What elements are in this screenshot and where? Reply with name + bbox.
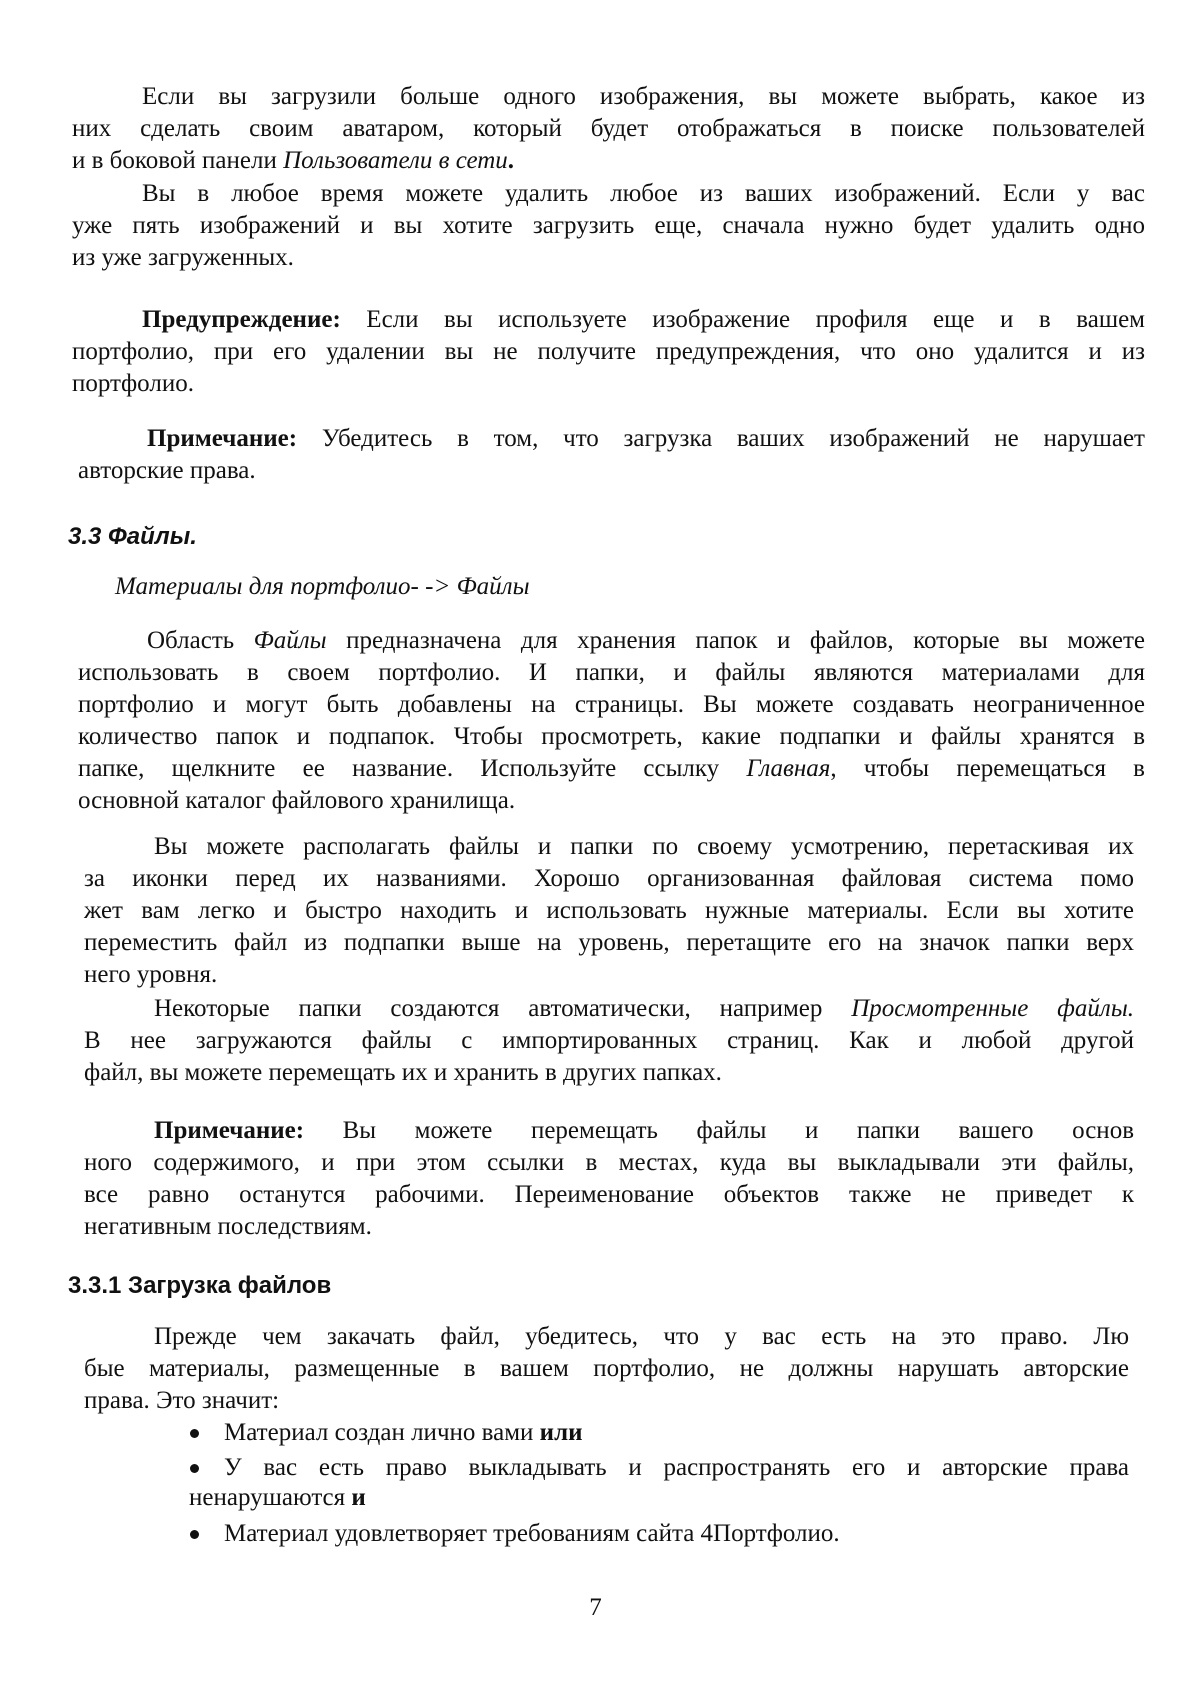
section-heading-files: 3.3 Файлы.: [68, 523, 197, 550]
p4-paragraph: [84, 831, 1134, 991]
text-run: жет вам легко и быстро находить и использовать нужные материалы. Если вы хотите: [84, 897, 1134, 924]
p6-paragraph: [84, 1321, 1129, 1417]
text-run: В нее загружаются файлы с импортированных страниц. Как и любой другой: [84, 1027, 1134, 1054]
text-line: [84, 1057, 1134, 1089]
text-run: предназначена для хранения папок и файлов, которые вы можете: [326, 627, 1145, 654]
text-run: них сделать своим аватаром, который будет отображаться в поиске пользователей: [72, 115, 1145, 142]
bullet3-paragraph: [224, 1518, 1124, 1550]
bold-text: или: [539, 1419, 583, 1446]
text-line: [224, 1417, 1124, 1449]
text-line: [72, 81, 1145, 113]
text-line: [84, 959, 1134, 991]
section-heading-upload-files: 3.3.1 Загрузка файлов: [68, 1272, 332, 1299]
note1-paragraph: [78, 423, 1145, 487]
text-line: [72, 242, 1145, 274]
italic-text: Материалы для портфолио- -> Файлы: [115, 573, 530, 600]
text-run: ненарушаются: [189, 1484, 352, 1511]
text-line: [78, 689, 1145, 721]
text-run: Прежде чем закачать файл, убедитесь, что у вас есть на это право. Лю: [154, 1323, 1129, 1350]
text-run: папке, щелкните ее название. Используйте ссылку: [78, 755, 747, 782]
text-run: количество папок и подпапок. Чтобы просмотреть, какие подпапки и файлы хранятся в: [78, 723, 1145, 750]
text-run: переместить файл из подпапки выше на уровень, перетащите его на значок папки верх: [84, 929, 1134, 956]
text-run: Область: [147, 627, 254, 654]
text-line: [84, 1147, 1134, 1179]
italic-text: Просмотренные файлы.: [851, 995, 1134, 1022]
text-line: [84, 1211, 1134, 1243]
text-run: портфолио и могут быть добавлены на страницы. Вы можете создавать неограниченное: [78, 691, 1145, 718]
text-line: [115, 571, 715, 603]
text-run: Если вы загрузили больше одного изображения, вы можете выбрать, какое из: [142, 83, 1145, 110]
text-line: [84, 831, 1134, 863]
text-run: портфолио.: [72, 370, 194, 397]
bold-text: Примечание:: [147, 425, 298, 452]
text-line: [78, 455, 1145, 487]
path-paragraph: [115, 571, 715, 603]
italic-text: Пользователи в сети: [283, 147, 508, 174]
text-line: [84, 1385, 1129, 1417]
text-run: , чтобы перемещаться в: [830, 755, 1145, 782]
text-line: [72, 178, 1145, 210]
text-run: У вас есть право выкладывать и распространять его и авторские права: [224, 1454, 1129, 1481]
text-line: [84, 895, 1134, 927]
warning-paragraph: [72, 304, 1145, 400]
text-run: негативным последствиям.: [84, 1213, 372, 1240]
text-line: [84, 1179, 1134, 1211]
text-line: [84, 927, 1134, 959]
text-run: из уже загруженных.: [72, 244, 294, 271]
text-line: [72, 336, 1145, 368]
italic-text: Главная: [746, 755, 831, 782]
bold-text: Примечание:: [154, 1117, 305, 1144]
text-run: Материал удовлетворяет требованиям сайта 4Портфолио.: [224, 1520, 840, 1547]
page-number: 7: [589, 1594, 602, 1621]
text-run: уже пять изображений и вы хотите загрузить еще, сначала нужно будет удалить одно: [72, 212, 1145, 239]
text-run: все равно останутся рабочими. Переименование объектов также не приведет к: [84, 1181, 1134, 1208]
bold-text: .: [507, 147, 515, 174]
text-run: Если вы используете изображение профиля еще и в вашем: [340, 306, 1145, 333]
p1-paragraph: [72, 81, 1145, 177]
text-run: использовать в своем портфолио. И папки, и файлы являются материалами для: [78, 659, 1145, 686]
bullet-icon: [190, 1429, 199, 1438]
text-run: права. Это значит:: [84, 1387, 280, 1414]
text-run: Убедитесь в том, что загрузка ваших изображений не нарушает: [297, 425, 1145, 452]
text-line: [224, 1518, 1124, 1550]
text-run: Вы в любое время можете удалить любое из ваших изображений. Если у вас: [142, 180, 1145, 207]
bullet2a-paragraph: [224, 1452, 1129, 1484]
text-run: за иконки перед их названиями. Хорошо организованная файловая система помо: [84, 865, 1134, 892]
text-run: него уровня.: [84, 961, 218, 988]
italic-text: Файлы: [253, 627, 327, 654]
text-run: и в боковой панели: [72, 147, 284, 174]
text-line: [72, 304, 1145, 336]
text-line: [78, 721, 1145, 753]
text-line: [84, 863, 1134, 895]
text-line: [78, 625, 1145, 657]
text-run: Вы можете перемещать файлы и папки вашего основ: [304, 1117, 1134, 1144]
text-line: [72, 368, 1145, 400]
text-run: авторские права.: [78, 457, 256, 484]
bullet-icon: [190, 1464, 199, 1473]
text-run: Некоторые папки создаются автоматически, например: [154, 995, 852, 1022]
text-line: [84, 1353, 1129, 1385]
text-line: [78, 423, 1145, 455]
text-line: [78, 753, 1145, 785]
text-line: [84, 1025, 1134, 1057]
text-run: основной каталог файлового хранилища.: [78, 787, 516, 814]
p5-paragraph: [84, 993, 1134, 1089]
text-line: [72, 210, 1145, 242]
text-line: [78, 657, 1145, 689]
text-line: [84, 993, 1134, 1025]
text-run: Материал создан лично вами: [224, 1419, 540, 1446]
text-run: Вы можете располагать файлы и папки по своему усмотрению, перетаскивая их: [154, 833, 1134, 860]
text-line: [84, 1321, 1129, 1353]
text-run: ного содержимого, и при этом ссылки в местах, куда вы выкладывали эти файлы,: [84, 1149, 1134, 1176]
bullet-icon: [190, 1530, 199, 1539]
text-run: файл, вы можете перемещать их и хранить в других папках.: [84, 1059, 722, 1086]
text-run: портфолио, при его удалении вы не получите предупреждения, что оно удалится и из: [72, 338, 1145, 365]
text-line: [189, 1482, 789, 1514]
bold-text: и: [351, 1484, 366, 1511]
bold-text: Предупреждение:: [142, 306, 341, 333]
note2-paragraph: [84, 1115, 1134, 1243]
text-line: [84, 1115, 1134, 1147]
p2-paragraph: [72, 178, 1145, 274]
text-line: [78, 785, 1145, 817]
text-line: [224, 1452, 1129, 1484]
text-line: [72, 113, 1145, 145]
bullet2b-paragraph: [189, 1482, 789, 1514]
text-line: [72, 145, 1145, 177]
p3-paragraph: [78, 625, 1145, 817]
text-run: бые материалы, размещенные в вашем портфолио, не должны нарушать авторские: [84, 1355, 1129, 1382]
bullet1-paragraph: [224, 1417, 1124, 1449]
